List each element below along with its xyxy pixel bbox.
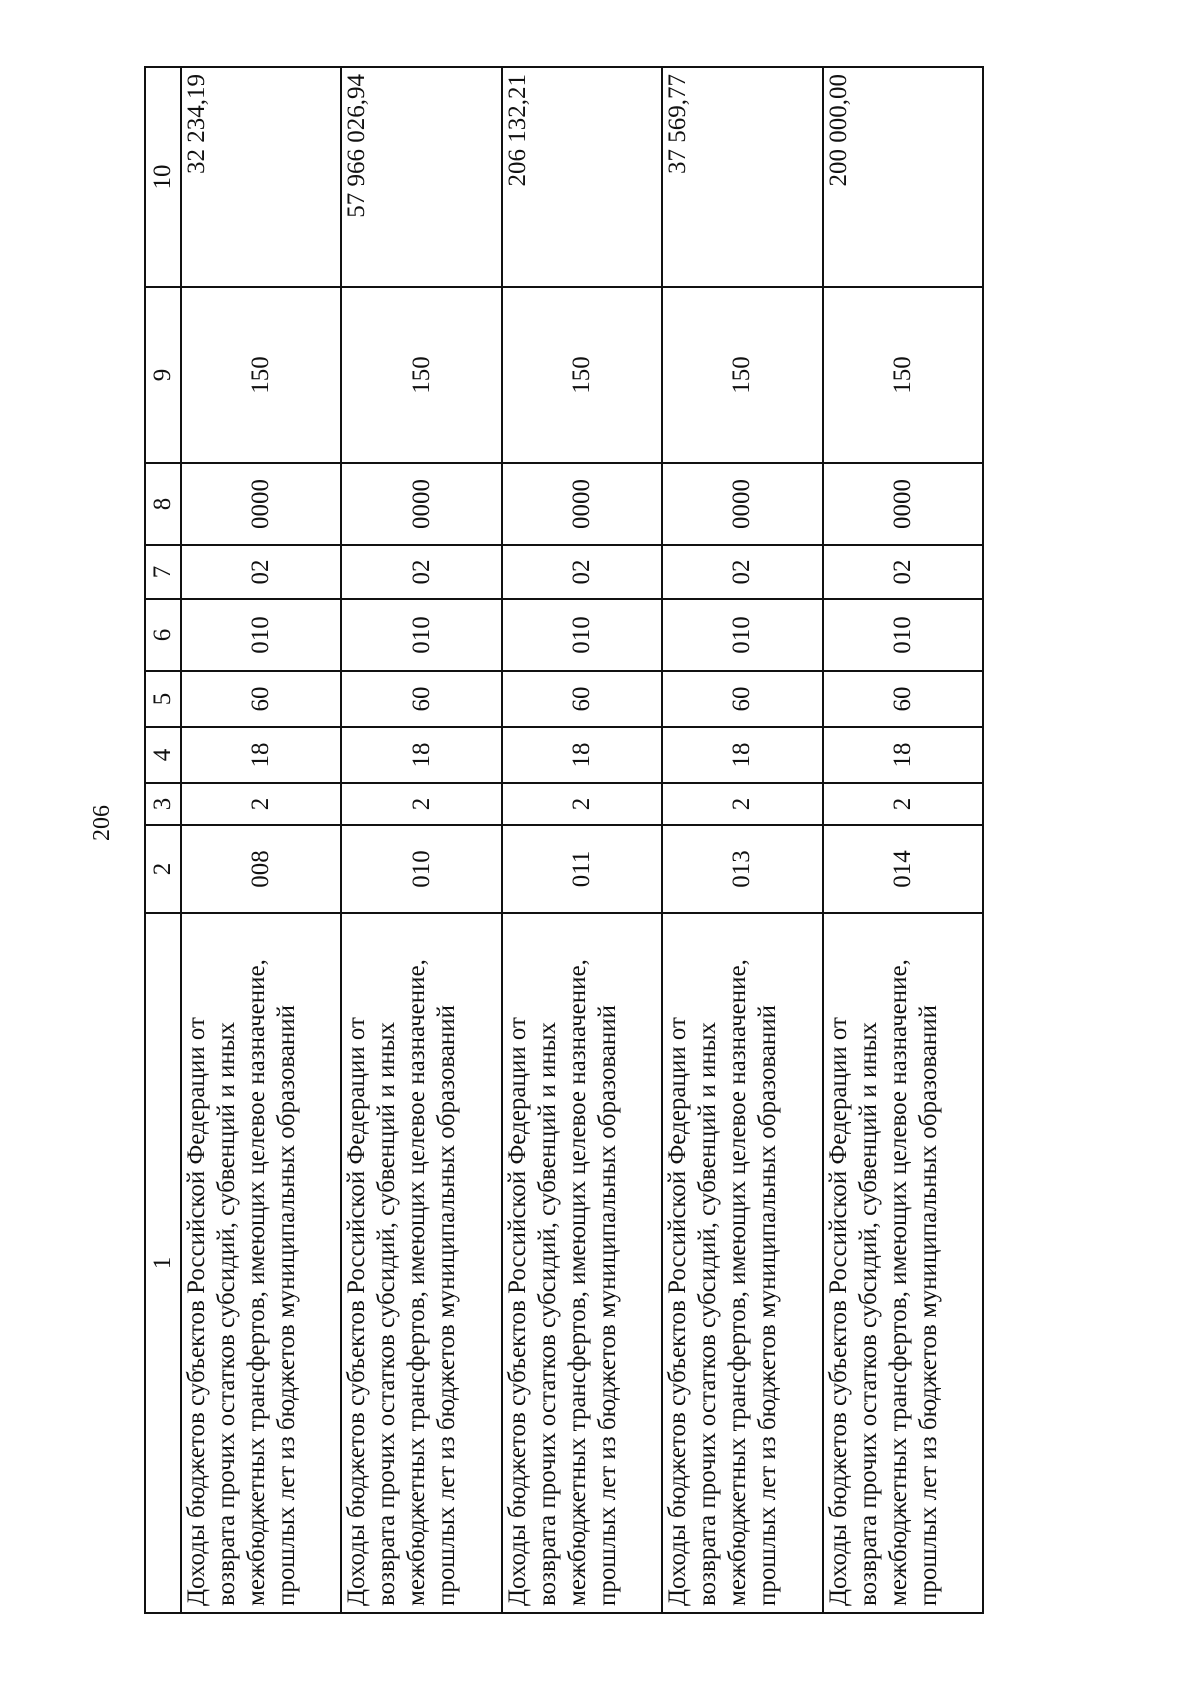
cell-col-9: 150 xyxy=(823,287,983,463)
cell-col-2: 010 xyxy=(341,825,501,913)
row-description: Доходы бюджетов субъектов Российской Федерации от возврата прочих остатков субсидий, субвенций и иных межбюджетных трансфертов, имеющих целевое назначение, прошлых лет из бюджетов муниципальных образований xyxy=(502,913,662,1613)
table-row xyxy=(181,67,341,1613)
cell-col-8: 0000 xyxy=(662,463,822,545)
cell-col-6: 010 xyxy=(341,599,501,671)
cell-col-3: 2 xyxy=(502,783,662,825)
cell-col-3: 2 xyxy=(823,783,983,825)
cell-col-7: 02 xyxy=(823,545,983,599)
header-col-8: 8 xyxy=(145,463,181,545)
cell-col-5: 60 xyxy=(662,671,822,727)
cell-col-3: 2 xyxy=(181,783,341,825)
table-row xyxy=(823,67,983,1613)
cell-col-4: 18 xyxy=(341,727,501,783)
row-amount: 200 000,00 xyxy=(823,67,983,287)
header-col-6: 6 xyxy=(145,599,181,671)
cell-col-6: 010 xyxy=(181,599,341,671)
cell-col-5: 60 xyxy=(823,671,983,727)
header-col-3: 3 xyxy=(145,783,181,825)
table-row xyxy=(341,67,501,1613)
cell-col-2: 014 xyxy=(823,825,983,913)
cell-col-8: 0000 xyxy=(341,463,501,545)
header-col-10: 10 xyxy=(145,67,181,287)
row-description: Доходы бюджетов субъектов Российской Федерации от возврата прочих остатков субсидий, субвенций и иных межбюджетных трансфертов, имеющих целевое назначение, прошлых лет из бюджетов муниципальных образований xyxy=(341,913,501,1613)
cell-col-5: 60 xyxy=(181,671,341,727)
table-row xyxy=(662,67,822,1613)
row-amount: 37 569,77 xyxy=(662,67,822,287)
header-col-9: 9 xyxy=(145,287,181,463)
row-description: Доходы бюджетов субъектов Российской Федерации от возврата прочих остатков субсидий, субвенций и иных межбюджетных трансфертов, имеющих целевое назначение, прошлых лет из бюджетов муниципальных образований xyxy=(662,913,822,1613)
cell-col-4: 18 xyxy=(823,727,983,783)
cell-col-6: 010 xyxy=(823,599,983,671)
cell-col-2: 013 xyxy=(662,825,822,913)
header-col-2: 2 xyxy=(145,825,181,913)
page-number: 206 xyxy=(89,805,115,841)
header-col-4: 4 xyxy=(145,727,181,783)
cell-col-7: 02 xyxy=(181,545,341,599)
row-description: Доходы бюджетов субъектов Российской Федерации от возврата прочих остатков субсидий, субвенций и иных межбюджетных трансфертов, имеющих целевое назначение, прошлых лет из бюджетов муниципальных образований xyxy=(823,913,983,1613)
rotated-table-container xyxy=(144,68,984,1614)
table-row xyxy=(502,67,662,1613)
cell-col-8: 0000 xyxy=(823,463,983,545)
cell-col-2: 011 xyxy=(502,825,662,913)
cell-col-6: 010 xyxy=(662,599,822,671)
cell-col-4: 18 xyxy=(502,727,662,783)
header-row xyxy=(145,67,181,1613)
header-col-7: 7 xyxy=(145,545,181,599)
cell-col-6: 010 xyxy=(502,599,662,671)
cell-col-9: 150 xyxy=(181,287,341,463)
cell-col-5: 60 xyxy=(341,671,501,727)
header-col-5: 5 xyxy=(145,671,181,727)
row-amount: 32 234,19 xyxy=(181,67,341,287)
cell-col-4: 18 xyxy=(181,727,341,783)
cell-col-5: 60 xyxy=(502,671,662,727)
cell-col-7: 02 xyxy=(502,545,662,599)
cell-col-4: 18 xyxy=(662,727,822,783)
row-description: Доходы бюджетов субъектов Российской Федерации от возврата прочих остатков субсидий, субвенций и иных межбюджетных трансфертов, имеющих целевое назначение, прошлых лет из бюджетов муниципальных образований xyxy=(181,913,341,1613)
cell-col-3: 2 xyxy=(341,783,501,825)
cell-col-8: 0000 xyxy=(502,463,662,545)
revenue-table xyxy=(144,66,984,1614)
cell-col-7: 02 xyxy=(341,545,501,599)
cell-col-3: 2 xyxy=(662,783,822,825)
cell-col-9: 150 xyxy=(341,287,501,463)
cell-col-7: 02 xyxy=(662,545,822,599)
row-amount: 57 966 026,94 xyxy=(341,67,501,287)
cell-col-2: 008 xyxy=(181,825,341,913)
cell-col-9: 150 xyxy=(502,287,662,463)
header-col-1: 1 xyxy=(145,913,181,1613)
row-amount: 206 132,21 xyxy=(502,67,662,287)
cell-col-9: 150 xyxy=(662,287,822,463)
cell-col-8: 0000 xyxy=(181,463,341,545)
